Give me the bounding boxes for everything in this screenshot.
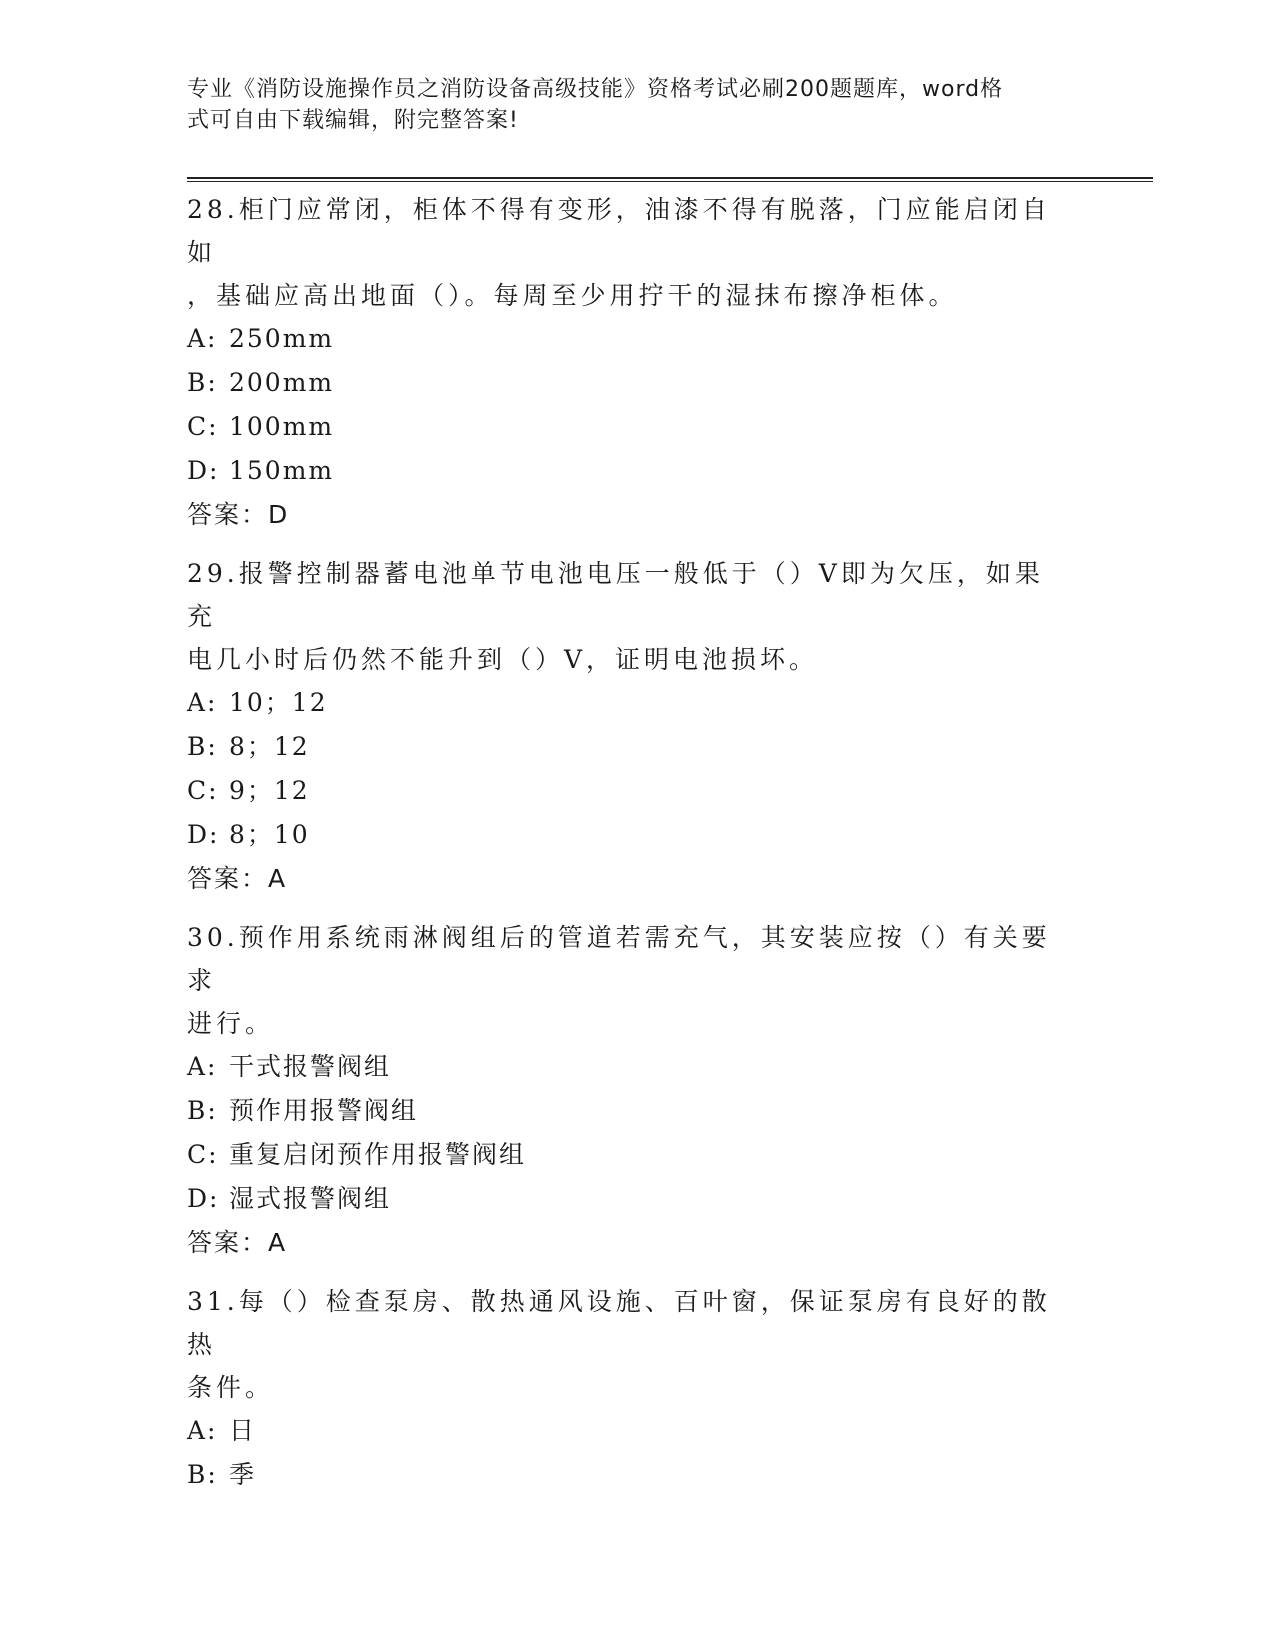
option-b bbox=[187, 725, 1067, 769]
option-letter: D: bbox=[187, 456, 220, 485]
question-text-line-1: 30.预作用系统雨淋阀组后的管道若需充气，其安装应按（）有关要求 bbox=[187, 923, 1051, 995]
option-a bbox=[187, 681, 1067, 725]
option-text: 8；10 bbox=[229, 820, 310, 849]
question-text-line-2: 电几小时后仍然不能升到（）V，证明电池损坏。 bbox=[187, 645, 819, 674]
option-b bbox=[187, 1453, 1067, 1497]
option-c bbox=[187, 769, 1067, 813]
header-line-2: 式可自由下载编辑，附完整答案! bbox=[187, 108, 519, 133]
option-b bbox=[187, 1089, 1067, 1133]
option-b bbox=[187, 361, 1067, 405]
option-letter: C: bbox=[187, 412, 219, 441]
option-letter: A: bbox=[187, 1052, 218, 1081]
question-text-line-1: 29.报警控制器蓄电池单节电池电压一般低于（）V即为欠压，如果充 bbox=[187, 559, 1044, 631]
header-line-1: 专业《消防设施操作员之消防设备高级技能》资格考试必刷200题题库，word格 bbox=[187, 77, 1004, 102]
option-text: 250mm bbox=[229, 324, 335, 353]
option-text: 湿式报警阀组 bbox=[229, 1184, 392, 1213]
option-text: 150mm bbox=[229, 456, 335, 485]
answer-line: 答案：A bbox=[187, 864, 288, 893]
option-text: 200mm bbox=[229, 368, 335, 397]
option-letter: A: bbox=[187, 324, 218, 353]
question-text-line-1: 28.柜门应常闭，柜体不得有变形，油漆不得有脱落，门应能启闭自如 bbox=[187, 195, 1051, 267]
option-letter: B: bbox=[187, 368, 218, 397]
question-29 bbox=[187, 552, 1067, 901]
option-letter: C: bbox=[187, 1140, 219, 1169]
option-letter: C: bbox=[187, 776, 219, 805]
question-30 bbox=[187, 916, 1067, 1265]
option-d bbox=[187, 813, 1067, 857]
option-letter: A: bbox=[187, 688, 218, 717]
option-text: 季 bbox=[229, 1460, 257, 1489]
option-letter: D: bbox=[187, 820, 220, 849]
answer-line: 答案：D bbox=[187, 500, 290, 529]
option-letter: A: bbox=[187, 1416, 218, 1445]
option-c bbox=[187, 405, 1067, 449]
question-text-line-2: ，基础应高出地面（）。每周至少用拧干的湿抹布擦净柜体。 bbox=[187, 281, 958, 310]
option-letter: B: bbox=[187, 1460, 218, 1489]
option-text: 10；12 bbox=[229, 688, 328, 717]
option-text: 重复启闭预作用报警阀组 bbox=[229, 1140, 527, 1169]
option-text: 9；12 bbox=[229, 776, 310, 805]
option-c bbox=[187, 1133, 1067, 1177]
option-text: 干式报警阀组 bbox=[229, 1052, 392, 1081]
option-letter: B: bbox=[187, 1096, 218, 1125]
header-divider-thick bbox=[187, 177, 1153, 179]
answer-line: 答案：A bbox=[187, 1228, 288, 1257]
option-text: 日 bbox=[229, 1416, 257, 1445]
question-text-line-2: 进行。 bbox=[187, 1009, 275, 1038]
option-text: 预作用报警阀组 bbox=[229, 1096, 419, 1125]
option-text: 100mm bbox=[229, 412, 335, 441]
question-text-line-1: 31.每（）检查泵房、散热通风设施、百叶窗，保证泵房有良好的散热 bbox=[187, 1287, 1051, 1359]
document-header bbox=[187, 74, 1067, 136]
question-text-line-2: 条件。 bbox=[187, 1373, 275, 1402]
option-a bbox=[187, 1045, 1067, 1089]
option-a bbox=[187, 317, 1067, 361]
option-d bbox=[187, 1177, 1067, 1221]
question-31 bbox=[187, 1280, 1067, 1497]
option-letter: B: bbox=[187, 732, 218, 761]
option-text: 8；12 bbox=[229, 732, 310, 761]
question-28 bbox=[187, 188, 1067, 537]
header-divider-thin bbox=[187, 181, 1153, 182]
option-d bbox=[187, 449, 1067, 493]
option-letter: D: bbox=[187, 1184, 220, 1213]
option-a bbox=[187, 1409, 1067, 1453]
